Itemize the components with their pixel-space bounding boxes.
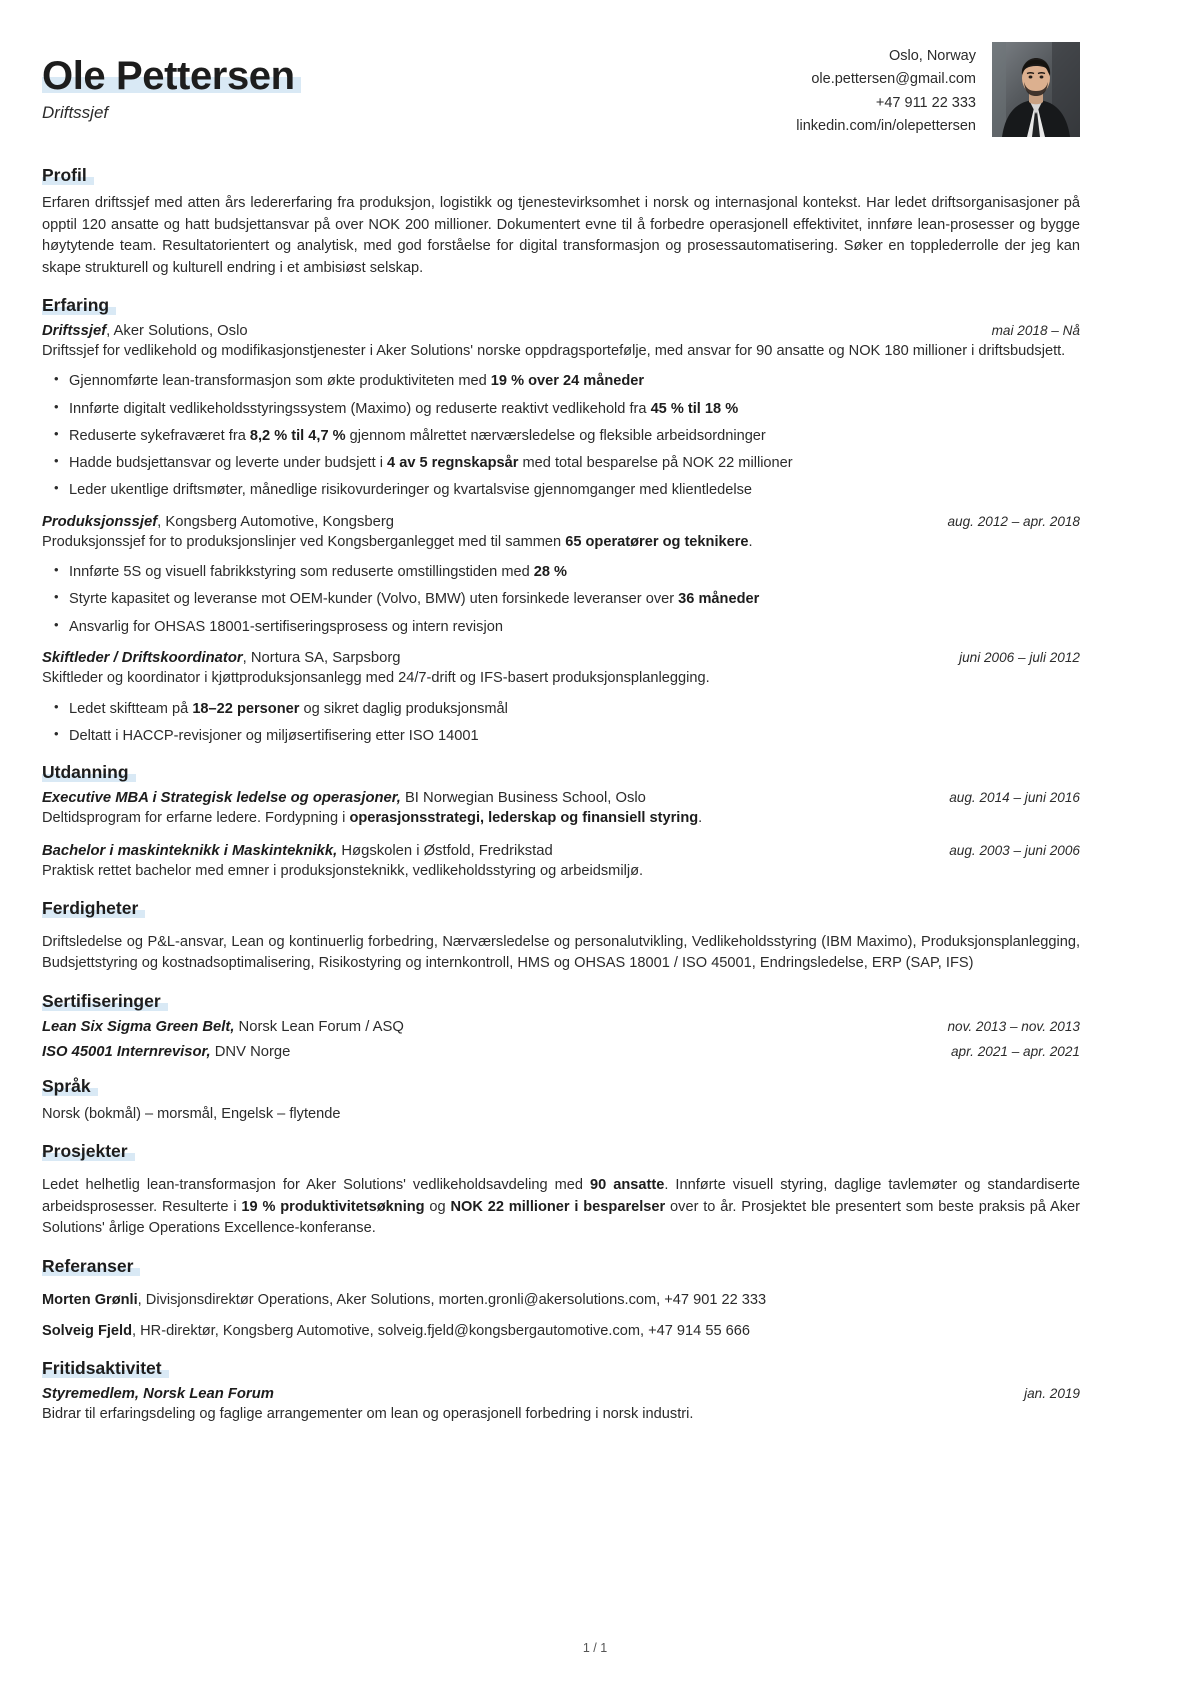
entry-date: mai 2018 – Nå: [991, 323, 1080, 339]
entry-date: aug. 2012 – apr. 2018: [947, 514, 1080, 530]
contact-location: Oslo, Norway: [888, 48, 976, 64]
certification-date: nov. 2013 – nov. 2013: [947, 1018, 1080, 1034]
languages-text: Norsk (bokmål) – morsmål, Engelsk – flytende: [42, 1105, 341, 1122]
reference-list: [42, 1290, 1080, 1342]
leisure-description: Bidrar til erfaringsdeling og faglige arrangementer om lean og operasjonell forbedring i norsk industri.: [42, 1406, 694, 1423]
cv-header: [42, 42, 1080, 139]
contact-linkedin[interactable]: linkedin.com/in/olepettersen: [796, 118, 976, 135]
entry-title: [42, 514, 394, 530]
certification-issuer: Norsk Lean Forum / ASQ: [234, 1018, 404, 1035]
section-heading-certifications: Sertifiseringer: [42, 991, 168, 1012]
entry-description: Driftssjef for vedlikehold og modifikasjonstjenester i Aker Solutions' norske oppdragsportefølje, med ansvar for 90 ansatte og NOK 180 millioner i driftsbudsjett.: [42, 343, 1066, 360]
section-heading-projects: Prosjekter: [42, 1141, 135, 1162]
entry-header: [42, 323, 1080, 339]
certification-title-wrap: [42, 1019, 404, 1035]
entry-description: Skiftleder og koordinator i kjøttproduksjonsanlegg med 24/7-drift og IFS-basert produksjonsplanlegging.: [42, 670, 710, 687]
section-heading-languages: Språk: [42, 1076, 98, 1097]
entry-role: Driftssjef: [42, 323, 107, 340]
contact-phone[interactable]: +47 911 22 333: [875, 94, 976, 111]
certification-entry: [42, 1044, 1080, 1060]
reference-name: Morten Grønli: [42, 1291, 138, 1308]
section-heading-references: Referanser: [42, 1256, 140, 1277]
section-heading-leisure: Fritidsaktivitet: [42, 1358, 169, 1379]
certification-title: ISO 45001 Internrevisor,: [42, 1043, 211, 1060]
entry-school: Høgskolen i Østfold, Fredrikstad: [337, 842, 553, 859]
section-skills: [42, 898, 1080, 975]
entry-company: , Aker Solutions, Oslo: [106, 323, 248, 340]
section-heading-experience: Erfaring: [42, 295, 116, 316]
leisure-title: Styremedlem, Norsk Lean Forum: [42, 1386, 274, 1403]
experience-entry: [42, 514, 1080, 637]
bullet-item: • Leder ukentlige driftsmøter, månedlige risikovurderinger og kvartalsvise gjennomganger med klientledelse: [69, 480, 1080, 501]
entry-company: , Nortura SA, Sarpsborg: [242, 650, 401, 667]
entry-description: Deltidsprogram for erfarne ledere. Fordypning i operasjonsstrategi, lederskap og finansiell styring.: [42, 810, 703, 827]
section-projects: [42, 1141, 1080, 1240]
bullet-item: • Gjennomførte lean-transformasjon som økte produktiviteten med 19 % over 24 måneder: [69, 371, 1080, 392]
section-languages: [42, 1076, 1080, 1125]
reference-entry: [42, 1321, 1080, 1342]
bullet-item: • Reduserte sykefraværet fra 8,2 % til 4,7 % gjennom målrettet nærværsledelse og fleksible arbeidsordninger: [69, 426, 1080, 447]
entry-bullets: [42, 562, 1080, 637]
entry-date: aug. 2003 – juni 2006: [949, 842, 1080, 858]
section-heading-education: Utdanning: [42, 762, 136, 783]
entry-bullets: [42, 371, 1080, 501]
certification-date: apr. 2021 – apr. 2021: [951, 1043, 1080, 1059]
leisure-entry: [42, 1386, 1080, 1425]
skills-text: Driftsledelse og P&L-ansvar, Lean og kontinuerlig forbedring, Nærværsledelse og personalutvikling, Vedlikeholdsstyring (IBM Maximo), Produksjonsplanlegging, Budsjettstyring og kostnadsoptimalisering, Risikostyring og internkontroll, HMS og OHSAS 18001 / ISO 45001, Endringsledelse, ERP (SAP, IFS): [42, 933, 1080, 972]
certification-title-wrap: [42, 1044, 290, 1060]
bullet-item: • Ledet skiftteam på 18–22 personer og sikret daglig produksjonsmål: [69, 699, 1080, 720]
entry-company: , Kongsberg Automotive, Kongsberg: [157, 514, 395, 531]
entry-header: [42, 650, 1080, 666]
profile-text: Erfaren driftssjef med atten års ledererfaring fra produksjon, logistikk og tjenestevirksomhet i norsk og internasjonal kontekst. Har ledet driftsorganisasjoner på opptil 120 ansatte og hatt budsjettansvar på over NOK 200 millioner. Dokumentert evne til å forbedre operasjonell effektivitet, innføre lean-prosesser og bygge høytytende team. Resultatorientert og analytisk, med god forståelse for digital transformasjon og prosessautomatisering. Søker en topplederrolle der jeg kan skape strukturell og kulturell endring i et ambisiøst selskap.: [42, 194, 1080, 276]
reference-entry: [42, 1290, 1080, 1311]
certification-entry: [42, 1019, 1080, 1035]
entry-title: [42, 323, 248, 339]
reference-name: Solveig Fjeld: [42, 1323, 133, 1340]
reference-details: , HR-direktør, Kongsberg Automotive, solveig.fjeld@kongsbergautomotive.com, +47 914 55 666: [132, 1323, 750, 1340]
bullet-item: • Styrte kapasitet og leveranse mot OEM-kunder (Volvo, BMW) uten forsinkede leveranser over 36 måneder: [69, 589, 1080, 610]
entry-date: aug. 2014 – juni 2016: [949, 790, 1080, 806]
education-entry: [42, 843, 1080, 882]
education-list: [42, 790, 1080, 881]
section-education: [42, 762, 1080, 881]
entry-title: [42, 650, 401, 666]
entry-header: [42, 514, 1080, 530]
education-entry: [42, 790, 1080, 829]
entry-degree: Bachelor i maskinteknikk i Maskinteknikk,: [42, 842, 338, 859]
leisure-title-wrap: [42, 1386, 274, 1402]
section-experience: [42, 295, 1080, 746]
section-leisure: [42, 1358, 1080, 1425]
reference-details: , Divisjonsdirektør Operations, Aker Solutions, morten.gronli@akersolutions.com, +47 901 22 333: [137, 1291, 767, 1308]
entry-title: [42, 790, 646, 806]
entry-title: [42, 843, 553, 859]
leisure-date: jan. 2019: [1024, 1386, 1080, 1402]
leisure-list: [42, 1386, 1080, 1425]
experience-list: [42, 323, 1080, 746]
entry-header: [42, 1386, 1080, 1402]
entry-description: Produksjonssjef for to produksjonslinjer ved Kongsberganlegget med til sammen 65 operatører og teknikere.: [42, 534, 753, 551]
bullet-item: • Ansvarlig for OHSAS 18001-sertifiseringsprosess og intern revisjon: [69, 617, 1080, 638]
bullet-item: • Deltatt i HACCP-revisjoner og miljøsertifisering etter ISO 14001: [69, 726, 1080, 747]
section-heading-skills: Ferdigheter: [42, 898, 145, 919]
contact-info: [796, 42, 976, 139]
section-references: [42, 1256, 1080, 1342]
page-title: Ole Pettersen: [42, 56, 301, 96]
certification-title: Lean Six Sigma Green Belt,: [42, 1018, 235, 1035]
experience-entry: [42, 650, 1080, 746]
avatar: [992, 42, 1080, 137]
projects-text: Ledet helhetlig lean-transformasjon for Aker Solutions' vedlikeholdsavdeling med 90 ansatte. Innførte visuell styring, daglige tavlemøter og standardiserte arbeidsprosesser. Resulterte i 19 % produktivitetsøkning og NOK 22 millioner i besparelser over to år. Prosjektet ble presentert som beste praksis på Aker Solutions' årlige Operations Excellence-konferanse.: [42, 1177, 1081, 1237]
section-heading-profile: Profil: [42, 165, 94, 186]
entry-header: [42, 843, 1080, 859]
entry-degree: Executive MBA i Strategisk ledelse og operasjoner,: [42, 790, 401, 807]
certification-issuer: DNV Norge: [210, 1043, 291, 1060]
page-footer: 1 / 1: [582, 1641, 608, 1655]
entry-header: [42, 790, 1080, 806]
bullet-item: • Hadde budsjettansvar og leverte under budsjett i 4 av 5 regnskapsår med total besparelse på NOK 22 millioner: [69, 453, 1080, 474]
entry-description: Praktisk rettet bachelor med emner i produksjonsteknikk, vedlikeholdsstyring og arbeidsmiljø.: [42, 862, 644, 879]
entry-school: BI Norwegian Business School, Oslo: [400, 790, 646, 807]
entry-role: Produksjonssjef: [42, 514, 158, 531]
contact-email[interactable]: ole.pettersen@gmail.com: [811, 71, 976, 88]
section-profile: [42, 165, 1080, 279]
certification-list: [42, 1019, 1080, 1060]
experience-entry: [42, 323, 1080, 501]
entry-date: juni 2006 – juli 2012: [959, 650, 1080, 666]
bullet-item: • Innførte 5S og visuell fabrikkstyring som reduserte omstillingstiden med 28 %: [69, 562, 1080, 583]
bullet-item: • Innførte digitalt vedlikeholdsstyringssystem (Maximo) og reduserte reaktivt vedlikehold fra 45 % til 18 %: [69, 399, 1080, 420]
entry-role: Skiftleder / Driftskoordinator: [42, 650, 243, 667]
section-certifications: [42, 991, 1080, 1060]
job-title: Driftssjef: [42, 103, 109, 122]
header-identity: [42, 42, 301, 123]
entry-bullets: [42, 699, 1080, 747]
header-contact-block: [796, 42, 1080, 139]
